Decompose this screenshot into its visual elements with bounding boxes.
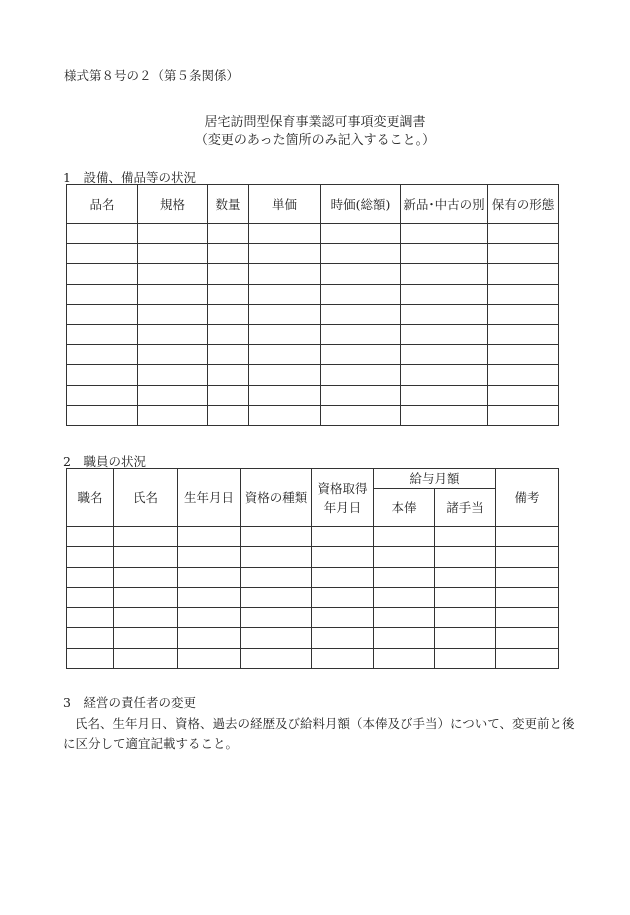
table-cell[interactable] <box>67 224 138 244</box>
table-cell[interactable] <box>241 547 312 567</box>
table-cell[interactable] <box>374 587 435 607</box>
table-cell[interactable] <box>114 587 178 607</box>
table-cell[interactable] <box>114 648 178 668</box>
table-cell[interactable] <box>488 324 559 344</box>
col-quantity: 数量 <box>208 185 249 224</box>
table-cell[interactable] <box>114 527 178 547</box>
table-cell[interactable] <box>249 385 321 405</box>
table-cell[interactable] <box>401 345 488 365</box>
table-cell[interactable] <box>208 224 249 244</box>
table-cell[interactable] <box>138 345 208 365</box>
table-cell[interactable] <box>496 567 559 587</box>
table-cell[interactable] <box>435 527 496 547</box>
table-cell[interactable] <box>67 587 114 607</box>
table-cell[interactable] <box>138 405 208 425</box>
table-cell[interactable] <box>249 264 321 284</box>
table-cell[interactable] <box>312 648 374 668</box>
staff-table <box>66 468 559 669</box>
equipment-row <box>67 304 559 324</box>
table-cell[interactable] <box>435 648 496 668</box>
table-cell[interactable] <box>435 587 496 607</box>
table-cell[interactable] <box>67 284 138 304</box>
equipment-row <box>67 365 559 385</box>
table-cell[interactable] <box>241 587 312 607</box>
table-cell[interactable] <box>114 628 178 648</box>
table-cell[interactable] <box>488 345 559 365</box>
table-cell[interactable] <box>249 284 321 304</box>
table-cell[interactable] <box>321 264 401 284</box>
table-cell[interactable] <box>67 628 114 648</box>
table-cell[interactable] <box>401 385 488 405</box>
staff-row <box>67 648 559 668</box>
table-cell[interactable] <box>114 547 178 567</box>
staff-row <box>67 547 559 567</box>
table-cell[interactable] <box>67 365 138 385</box>
table-cell[interactable] <box>138 324 208 344</box>
document-subtitle: （変更のあった箇所のみ記入すること。） <box>194 133 436 148</box>
table-cell[interactable] <box>488 385 559 405</box>
equipment-row <box>67 324 559 344</box>
table-cell[interactable] <box>488 365 559 385</box>
section3-heading: 3 経営の責任者の変更 <box>63 695 196 710</box>
table-cell[interactable] <box>435 567 496 587</box>
table-cell[interactable] <box>488 284 559 304</box>
table-cell[interactable] <box>321 324 401 344</box>
table-cell[interactable] <box>114 608 178 628</box>
table-cell[interactable] <box>321 304 401 324</box>
table-cell[interactable] <box>241 608 312 628</box>
table-cell[interactable] <box>401 365 488 385</box>
table-cell[interactable] <box>138 244 208 264</box>
col-ownership: 保有の形態 <box>488 185 559 224</box>
table-cell[interactable] <box>496 628 559 648</box>
equipment-row <box>67 405 559 425</box>
col-base-pay: 本俸 <box>374 489 435 527</box>
section3-body: 氏名、生年月日、資格、過去の経歴及び給料月額（本俸及び手当）について、変更前と後に区分して適宜記載すること。 <box>63 716 575 751</box>
staff-header-row <box>67 469 559 489</box>
col-qualification-date: 資格取得年月日 <box>312 469 374 527</box>
table-cell[interactable] <box>208 244 249 264</box>
table-cell[interactable] <box>138 224 208 244</box>
table-cell[interactable] <box>208 345 249 365</box>
table-cell[interactable] <box>374 547 435 567</box>
table-cell[interactable] <box>208 304 249 324</box>
table-cell[interactable] <box>401 224 488 244</box>
table-cell[interactable] <box>178 527 241 547</box>
table-cell[interactable] <box>138 365 208 385</box>
table-cell[interactable] <box>321 345 401 365</box>
table-cell[interactable] <box>435 628 496 648</box>
col-job-title: 職名 <box>67 469 114 527</box>
table-cell[interactable] <box>208 385 249 405</box>
table-cell[interactable] <box>208 405 249 425</box>
table-cell[interactable] <box>67 648 114 668</box>
table-cell[interactable] <box>178 628 241 648</box>
form-number: 様式第８号の２（第５条関係） <box>64 68 240 83</box>
table-cell[interactable] <box>67 547 114 567</box>
table-cell[interactable] <box>496 608 559 628</box>
table-cell[interactable] <box>138 304 208 324</box>
table-cell[interactable] <box>374 648 435 668</box>
col-allowances: 諸手当 <box>435 489 496 527</box>
table-cell[interactable] <box>178 567 241 587</box>
table-cell[interactable] <box>312 567 374 587</box>
equipment-header-row <box>67 185 559 224</box>
equipment-row <box>67 345 559 365</box>
table-cell[interactable] <box>138 385 208 405</box>
table-cell[interactable] <box>67 264 138 284</box>
table-cell[interactable] <box>178 587 241 607</box>
table-cell[interactable] <box>496 527 559 547</box>
equipment-table <box>66 184 559 426</box>
col-name: 氏名 <box>114 469 178 527</box>
col-birthdate: 生年月日 <box>178 469 241 527</box>
staff-row <box>67 567 559 587</box>
table-cell[interactable] <box>241 567 312 587</box>
section1-heading: 1 設備、備品等の状況 <box>63 170 196 185</box>
table-cell[interactable] <box>435 608 496 628</box>
table-cell[interactable] <box>208 365 249 385</box>
table-cell[interactable] <box>249 405 321 425</box>
col-new-used: 新品･中古の別 <box>401 185 488 224</box>
equipment-row <box>67 264 559 284</box>
table-cell[interactable] <box>241 648 312 668</box>
table-cell[interactable] <box>312 527 374 547</box>
table-cell[interactable] <box>178 608 241 628</box>
table-cell[interactable] <box>321 405 401 425</box>
table-cell[interactable] <box>67 405 138 425</box>
table-cell[interactable] <box>321 224 401 244</box>
table-cell[interactable] <box>374 628 435 648</box>
table-cell[interactable] <box>374 608 435 628</box>
table-cell[interactable] <box>374 527 435 547</box>
table-cell[interactable] <box>496 547 559 567</box>
table-cell[interactable] <box>488 304 559 324</box>
table-cell[interactable] <box>312 608 374 628</box>
table-cell[interactable] <box>249 365 321 385</box>
table-cell[interactable] <box>401 264 488 284</box>
table-cell[interactable] <box>138 284 208 304</box>
table-cell[interactable] <box>401 304 488 324</box>
table-cell[interactable] <box>114 567 178 587</box>
table-cell[interactable] <box>67 567 114 587</box>
col-unit-price: 単価 <box>249 185 321 224</box>
staff-row <box>67 628 559 648</box>
col-item-name: 品名 <box>67 185 138 224</box>
equipment-row <box>67 224 559 244</box>
equipment-row <box>67 284 559 304</box>
table-cell[interactable] <box>496 648 559 668</box>
table-cell[interactable] <box>67 244 138 264</box>
table-cell[interactable] <box>241 527 312 547</box>
table-cell[interactable] <box>208 284 249 304</box>
table-cell[interactable] <box>249 345 321 365</box>
col-monthly-salary: 給与月額 <box>374 469 496 489</box>
table-cell[interactable] <box>401 405 488 425</box>
section2-heading: 2 職員の状況 <box>63 454 146 469</box>
col-spec: 規格 <box>138 185 208 224</box>
table-cell[interactable] <box>249 224 321 244</box>
table-cell[interactable] <box>488 224 559 244</box>
table-cell[interactable] <box>401 284 488 304</box>
table-cell[interactable] <box>67 304 138 324</box>
table-cell[interactable] <box>488 264 559 284</box>
table-cell[interactable] <box>249 244 321 264</box>
table-cell[interactable] <box>249 324 321 344</box>
staff-row <box>67 608 559 628</box>
table-cell[interactable] <box>67 608 114 628</box>
table-cell[interactable] <box>401 244 488 264</box>
equipment-row <box>67 244 559 264</box>
staff-row <box>67 587 559 607</box>
equipment-row <box>67 385 559 405</box>
table-cell[interactable] <box>374 567 435 587</box>
table-cell[interactable] <box>321 385 401 405</box>
table-cell[interactable] <box>241 628 312 648</box>
table-cell[interactable] <box>67 385 138 405</box>
table-cell[interactable] <box>488 244 559 264</box>
table-cell[interactable] <box>178 547 241 567</box>
table-cell[interactable] <box>208 264 249 284</box>
col-remarks: 備考 <box>496 469 559 527</box>
table-cell[interactable] <box>401 324 488 344</box>
table-cell[interactable] <box>312 547 374 567</box>
col-market-value: 時価(総額) <box>321 185 401 224</box>
table-cell[interactable] <box>321 284 401 304</box>
table-cell[interactable] <box>67 345 138 365</box>
table-cell[interactable] <box>138 264 208 284</box>
table-cell[interactable] <box>321 365 401 385</box>
table-cell[interactable] <box>321 244 401 264</box>
table-cell[interactable] <box>312 628 374 648</box>
staff-row <box>67 527 559 547</box>
table-cell[interactable] <box>496 587 559 607</box>
table-cell[interactable] <box>67 527 114 547</box>
table-cell[interactable] <box>249 304 321 324</box>
col-qualification-type: 資格の種類 <box>241 469 312 527</box>
document-title: 居宅訪問型保育事業認可事項変更調書 <box>204 115 426 130</box>
table-cell[interactable] <box>208 324 249 344</box>
table-cell[interactable] <box>178 648 241 668</box>
table-cell[interactable] <box>312 587 374 607</box>
table-cell[interactable] <box>67 324 138 344</box>
table-cell[interactable] <box>435 547 496 567</box>
table-cell[interactable] <box>488 405 559 425</box>
